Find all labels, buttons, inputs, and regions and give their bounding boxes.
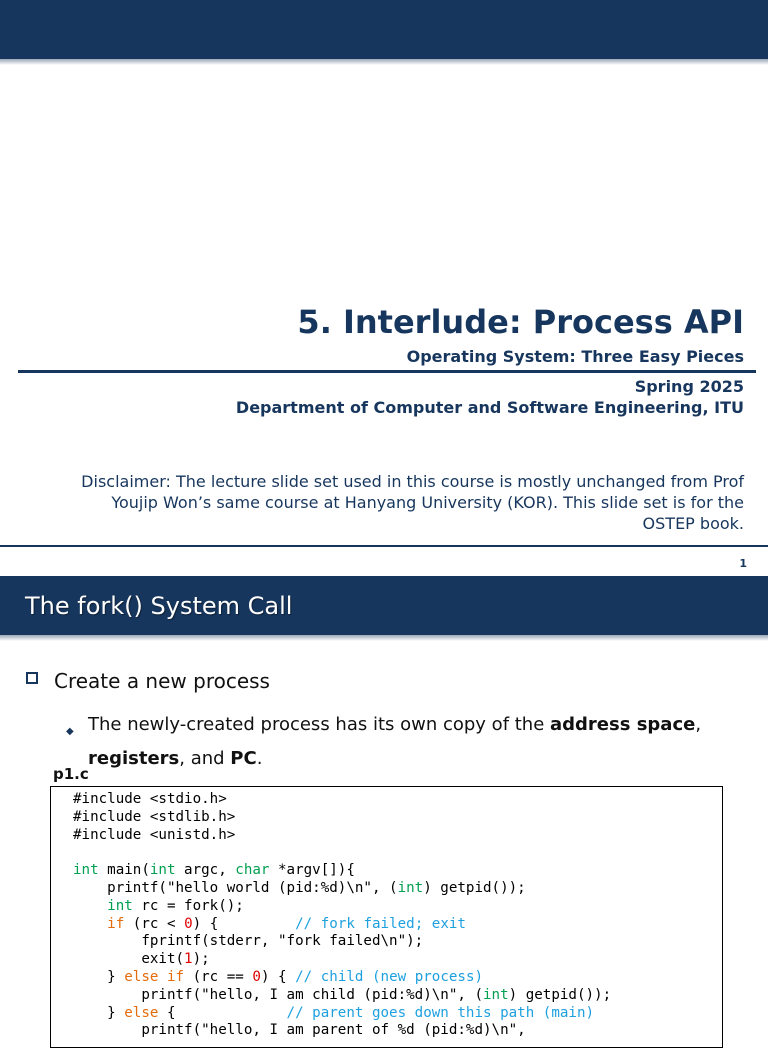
bullet2-pre: The newly-created process has its own copy of the [88,714,551,735]
code-listing: #include <stdio.h> #include <stdlib.h> #include <unistd.h> int main(int argc, char *argv[]){ printf("hello world (pid:%d)\n", (int) getpid()); int rc = fork(); if (rc < 0) { // fork failed; exit fprintf(stderr, "fork failed\n"); exit(1); } else if (rc == 0) { // child (new process) printf("hello, I am child (pid:%d)\n", (int) getpid()); } else { // parent goes down this path (main) printf("hello, I am parent of %d (pid:%d)\n", [73,791,612,1039]
slide1-header-band [0,0,768,59]
term-label: Spring 2025 [634,377,744,396]
diamond-bullet-icon: ◆ [66,726,74,737]
slide2-title: The fork() System Call [25,592,293,620]
disclaimer-text: Disclaimer: The lecture slide set used in this course is mostly unchanged from Prof Youjip Won’s same course at Hanyang University (KOR). This slide set is for the OSTEP book. [81,472,744,533]
bullet2-address-space: address space [550,714,696,735]
bullet2-pc: PC [230,748,257,769]
code-block [50,786,723,1048]
bullet2-post: . [256,748,263,769]
department-label: Department of Computer and Software Engineering, ITU [235,398,744,417]
bullet2-registers: registers [88,748,180,769]
slide1-header-shadow [0,59,768,65]
bullet2-mid2: , and [179,748,231,769]
bullet2-mid1: , [695,714,702,735]
code-filename: p1.c [53,765,89,783]
bullet2-text [66,714,701,769]
slide1-subtitle: Operating System: Three Easy Pieces [406,347,744,366]
slide2-header-shadow [0,635,768,641]
slide1-title: 5. Interlude: Process API [297,303,744,341]
bullet-level2 [66,708,756,776]
title-rule [18,370,756,373]
bullet1-text: Create a new process [54,669,270,693]
page-number: 1 [739,557,747,570]
square-bullet-icon [26,672,38,684]
slide-separator [0,545,768,547]
slide1-meta [236,376,744,418]
